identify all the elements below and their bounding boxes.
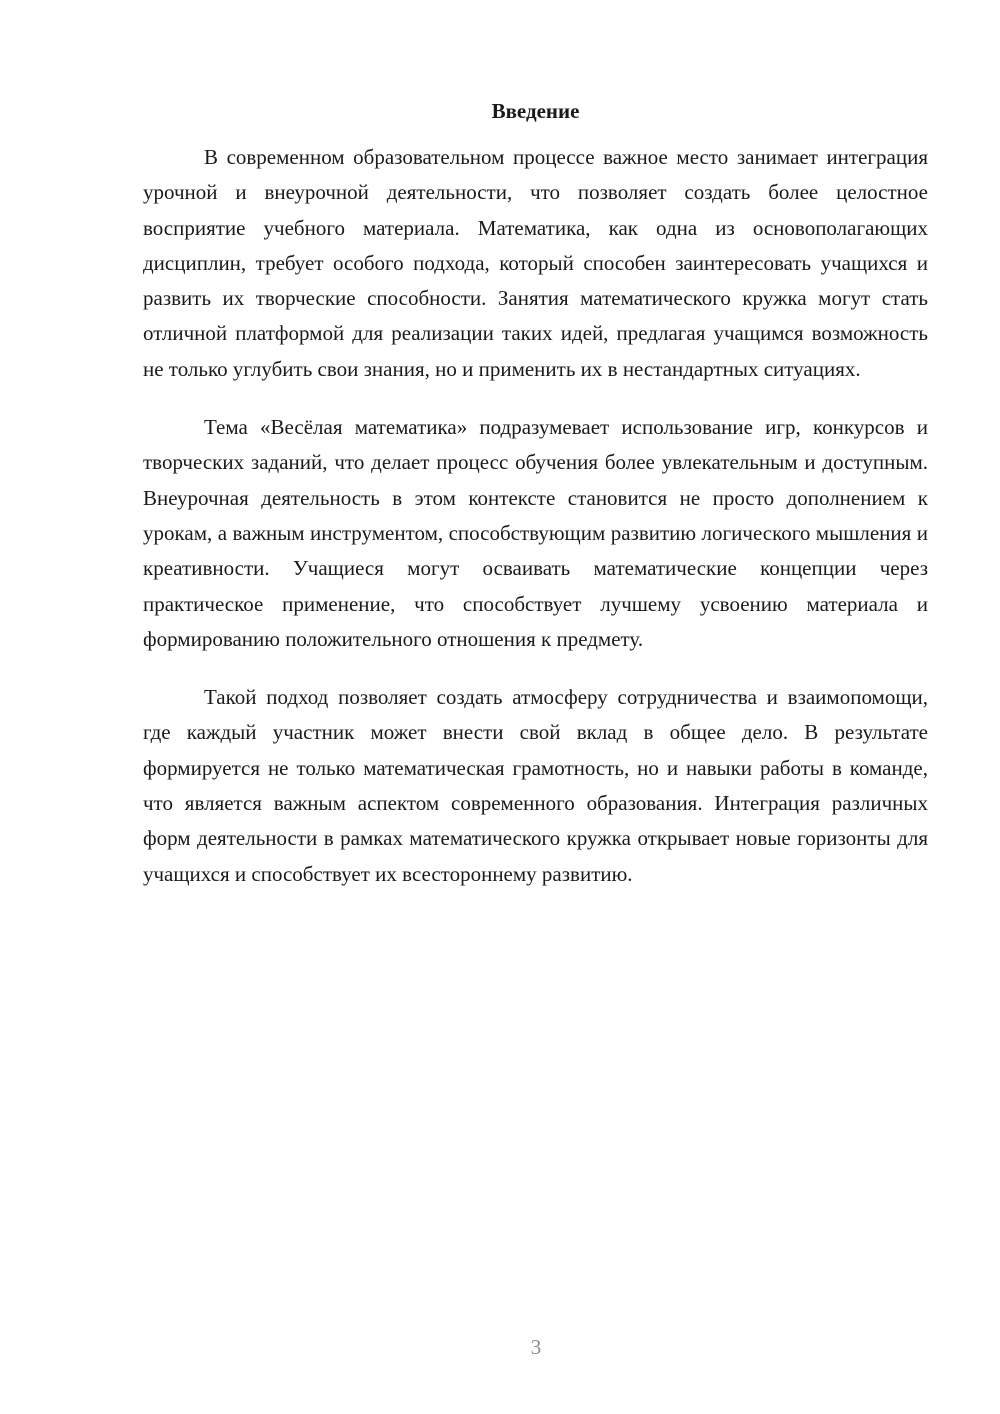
page-content <box>143 96 928 915</box>
section-title: Введение <box>491 99 580 123</box>
paragraph-3: Такой подход позволяет создать атмосферу сотрудничества и взаимопомощи, где каждый участник может внести свой вклад в общее дело. В результате формируется не только математическая грамотность, но и навыки работы в команде, что является важным аспектом современного образования. Интеграция различных форм деятельности в рамках математического кружка открывает новые горизонты для учащихся и способствует их всестороннему развитию. <box>143 685 928 886</box>
paragraph-1: В современном образовательном процессе важное место занимает интеграция урочной и внеурочной деятельности, что позволяет создать более целостное восприятие учебного материала. Математика, как одна из основополагающих дисциплин, требует особого подхода, который способен заинтересовать учащихся и развить их творческие способности. Занятия математического кружка могут стать отличной платформой для реализации таких идей, предлагая учащимся возможность не только углубить свои знания, но и применить их в нестандартных ситуациях. <box>143 145 928 381</box>
paragraph-2: Тема «Весёлая математика» подразумевает использование игр, конкурсов и творческих заданий, что делает процесс обучения более увлекательным и доступным. Внеурочная деятельность в этом контексте становится не просто дополнением к урокам, а важным инструментом, способствующим развитию логического мышления и креативности. Учащиеся могут осваивать математические концепции через практическое применение, что способствует лучшему усвоению материала и формированию положительного отношения к предмету. <box>143 415 928 651</box>
page-number: 3 <box>530 1335 542 1359</box>
